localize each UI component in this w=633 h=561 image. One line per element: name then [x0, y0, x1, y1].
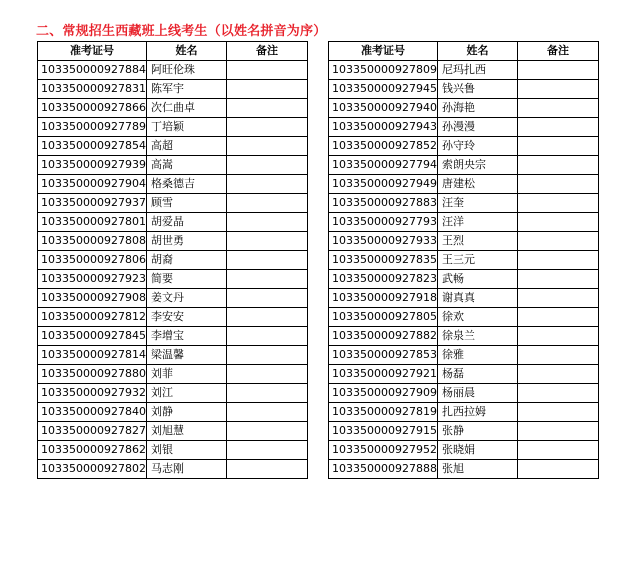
table-row	[329, 118, 599, 137]
note-cell	[226, 61, 307, 80]
exam-id-cell: 103350000927883	[329, 194, 438, 213]
name-cell: 王烈	[437, 232, 517, 251]
name-cell: 胡爱晶	[146, 213, 226, 232]
name-cell: 刘旭慧	[146, 422, 226, 441]
exam-id-cell: 103350000927945	[329, 80, 438, 99]
exam-id-cell: 103350000927801	[38, 213, 147, 232]
section-title: 二、常规招生西藏班上线考生（以姓名拼音为序）	[36, 24, 327, 39]
table-row	[38, 118, 308, 137]
note-cell	[226, 308, 307, 327]
table-row	[329, 327, 599, 346]
table-row	[329, 61, 599, 80]
exam-id-cell: 103350000927827	[38, 422, 147, 441]
table-header-row	[38, 42, 308, 61]
note-cell	[226, 194, 307, 213]
name-cell: 徐欢	[437, 308, 517, 327]
header-exam-id: 准考证号	[38, 42, 147, 61]
exam-id-cell: 103350000927918	[329, 289, 438, 308]
note-cell	[226, 118, 307, 137]
table-row	[38, 156, 308, 175]
name-cell: 杨丽晨	[437, 384, 517, 403]
note-cell	[517, 99, 598, 118]
name-cell: 简要	[146, 270, 226, 289]
note-cell	[517, 308, 598, 327]
note-cell	[517, 80, 598, 99]
name-cell: 杨磊	[437, 365, 517, 384]
name-cell: 胡世勇	[146, 232, 226, 251]
header-name: 姓名	[146, 42, 226, 61]
table-row	[38, 441, 308, 460]
note-cell	[226, 460, 307, 479]
note-cell	[226, 346, 307, 365]
table-row	[329, 384, 599, 403]
name-cell: 李安安	[146, 308, 226, 327]
name-cell: 张晓娟	[437, 441, 517, 460]
name-cell: 汪洋	[437, 213, 517, 232]
table-row	[329, 308, 599, 327]
note-cell	[226, 99, 307, 118]
table-row	[38, 80, 308, 99]
note-cell	[517, 346, 598, 365]
note-cell	[226, 156, 307, 175]
name-cell: 武畅	[437, 270, 517, 289]
table-header-row	[329, 42, 599, 61]
table-row	[38, 137, 308, 156]
note-cell	[226, 213, 307, 232]
name-cell: 次仁曲卓	[146, 99, 226, 118]
name-cell: 顾雪	[146, 194, 226, 213]
table-row	[329, 441, 599, 460]
exam-id-cell: 103350000927809	[329, 61, 438, 80]
exam-id-cell: 103350000927812	[38, 308, 147, 327]
exam-id-cell: 103350000927939	[38, 156, 147, 175]
name-cell: 扎西拉姆	[437, 403, 517, 422]
name-cell: 王三元	[437, 251, 517, 270]
table-row	[329, 460, 599, 479]
exam-id-cell: 103350000927923	[38, 270, 147, 289]
note-cell	[517, 213, 598, 232]
table-row	[329, 270, 599, 289]
table-row	[38, 213, 308, 232]
table-row	[329, 99, 599, 118]
exam-id-cell: 103350000927852	[329, 137, 438, 156]
name-cell: 陈军宇	[146, 80, 226, 99]
name-cell: 孙守玲	[437, 137, 517, 156]
note-cell	[517, 384, 598, 403]
name-cell: 姜文丹	[146, 289, 226, 308]
exam-id-cell: 103350000927823	[329, 270, 438, 289]
exam-id-cell: 103350000927845	[38, 327, 147, 346]
table-row	[329, 232, 599, 251]
exam-id-cell: 103350000927943	[329, 118, 438, 137]
table-row	[329, 251, 599, 270]
header-note: 备注	[517, 42, 598, 61]
table-row	[329, 175, 599, 194]
note-cell	[226, 422, 307, 441]
exam-id-cell: 103350000927888	[329, 460, 438, 479]
exam-id-cell: 103350000927853	[329, 346, 438, 365]
exam-id-cell: 103350000927921	[329, 365, 438, 384]
table-row	[38, 327, 308, 346]
note-cell	[226, 403, 307, 422]
table-row	[329, 422, 599, 441]
exam-id-cell: 103350000927908	[38, 289, 147, 308]
exam-id-cell: 103350000927952	[329, 441, 438, 460]
note-cell	[226, 270, 307, 289]
name-cell: 高超	[146, 137, 226, 156]
exam-id-cell: 103350000927862	[38, 441, 147, 460]
exam-id-cell: 103350000927831	[38, 80, 147, 99]
exam-id-cell: 103350000927909	[329, 384, 438, 403]
exam-id-cell: 103350000927814	[38, 346, 147, 365]
table-row	[38, 194, 308, 213]
name-cell: 阿旺伦珠	[146, 61, 226, 80]
table-row	[329, 213, 599, 232]
note-cell	[226, 175, 307, 194]
table-row	[38, 289, 308, 308]
exam-id-cell: 103350000927854	[38, 137, 147, 156]
name-cell: 徐雅	[437, 346, 517, 365]
name-cell: 格桑德吉	[146, 175, 226, 194]
exam-id-cell: 103350000927866	[38, 99, 147, 118]
table-row	[38, 422, 308, 441]
exam-id-cell: 103350000927789	[38, 118, 147, 137]
note-cell	[226, 384, 307, 403]
exam-id-cell: 103350000927808	[38, 232, 147, 251]
exam-id-cell: 103350000927937	[38, 194, 147, 213]
name-cell: 孙海艳	[437, 99, 517, 118]
exam-id-cell: 103350000927915	[329, 422, 438, 441]
note-cell	[517, 175, 598, 194]
note-cell	[226, 232, 307, 251]
table-row	[38, 232, 308, 251]
name-cell: 尼玛扎西	[437, 61, 517, 80]
exam-id-cell: 103350000927880	[38, 365, 147, 384]
exam-id-cell: 103350000927840	[38, 403, 147, 422]
exam-id-cell: 103350000927835	[329, 251, 438, 270]
table-row	[38, 99, 308, 118]
name-cell: 梁温馨	[146, 346, 226, 365]
table-row	[38, 460, 308, 479]
table-row	[329, 346, 599, 365]
table-row	[329, 156, 599, 175]
note-cell	[517, 232, 598, 251]
header-exam-id: 准考证号	[329, 42, 438, 61]
exam-id-cell: 103350000927949	[329, 175, 438, 194]
name-cell: 马志刚	[146, 460, 226, 479]
exam-id-cell: 103350000927819	[329, 403, 438, 422]
name-cell: 索朗央宗	[437, 156, 517, 175]
name-cell: 李增宝	[146, 327, 226, 346]
exam-id-cell: 103350000927940	[329, 99, 438, 118]
table-row	[38, 346, 308, 365]
note-cell	[226, 327, 307, 346]
table-row	[329, 80, 599, 99]
name-cell: 徐泉兰	[437, 327, 517, 346]
note-cell	[517, 251, 598, 270]
table-row	[38, 175, 308, 194]
note-cell	[517, 137, 598, 156]
note-cell	[517, 460, 598, 479]
table-row	[329, 137, 599, 156]
exam-id-cell: 103350000927882	[329, 327, 438, 346]
note-cell	[517, 441, 598, 460]
note-cell	[517, 327, 598, 346]
name-cell: 丁培颖	[146, 118, 226, 137]
name-cell: 孙漫漫	[437, 118, 517, 137]
note-cell	[517, 403, 598, 422]
name-cell: 刘银	[146, 441, 226, 460]
name-cell: 汪奎	[437, 194, 517, 213]
name-cell: 谢真真	[437, 289, 517, 308]
exam-id-cell: 103350000927932	[38, 384, 147, 403]
header-name: 姓名	[437, 42, 517, 61]
header-note: 备注	[226, 42, 307, 61]
exam-id-cell: 103350000927806	[38, 251, 147, 270]
table-row	[38, 61, 308, 80]
note-cell	[517, 289, 598, 308]
name-cell: 张静	[437, 422, 517, 441]
note-cell	[226, 365, 307, 384]
table-row	[38, 365, 308, 384]
note-cell	[517, 194, 598, 213]
exam-id-cell: 103350000927802	[38, 460, 147, 479]
table-row	[38, 251, 308, 270]
candidate-table-left	[37, 41, 308, 479]
exam-id-cell: 103350000927794	[329, 156, 438, 175]
name-cell: 高嵩	[146, 156, 226, 175]
note-cell	[226, 251, 307, 270]
exam-id-cell: 103350000927805	[329, 308, 438, 327]
note-cell	[226, 441, 307, 460]
table-row	[38, 403, 308, 422]
candidate-table-right	[328, 41, 599, 479]
note-cell	[517, 118, 598, 137]
note-cell	[226, 80, 307, 99]
name-cell: 刘江	[146, 384, 226, 403]
table-row	[329, 365, 599, 384]
table-row	[38, 308, 308, 327]
note-cell	[226, 137, 307, 156]
table-row	[329, 194, 599, 213]
name-cell: 刘菲	[146, 365, 226, 384]
name-cell: 刘静	[146, 403, 226, 422]
table-row	[38, 384, 308, 403]
note-cell	[517, 270, 598, 289]
exam-id-cell: 103350000927884	[38, 61, 147, 80]
note-cell	[517, 156, 598, 175]
note-cell	[517, 61, 598, 80]
table-row	[38, 270, 308, 289]
exam-id-cell: 103350000927933	[329, 232, 438, 251]
name-cell: 唐建松	[437, 175, 517, 194]
table-row	[329, 403, 599, 422]
exam-id-cell: 103350000927793	[329, 213, 438, 232]
name-cell: 钱兴鲁	[437, 80, 517, 99]
name-cell: 胡裔	[146, 251, 226, 270]
note-cell	[517, 422, 598, 441]
table-row	[329, 289, 599, 308]
note-cell	[226, 289, 307, 308]
exam-id-cell: 103350000927904	[38, 175, 147, 194]
name-cell: 张旭	[437, 460, 517, 479]
note-cell	[517, 365, 598, 384]
